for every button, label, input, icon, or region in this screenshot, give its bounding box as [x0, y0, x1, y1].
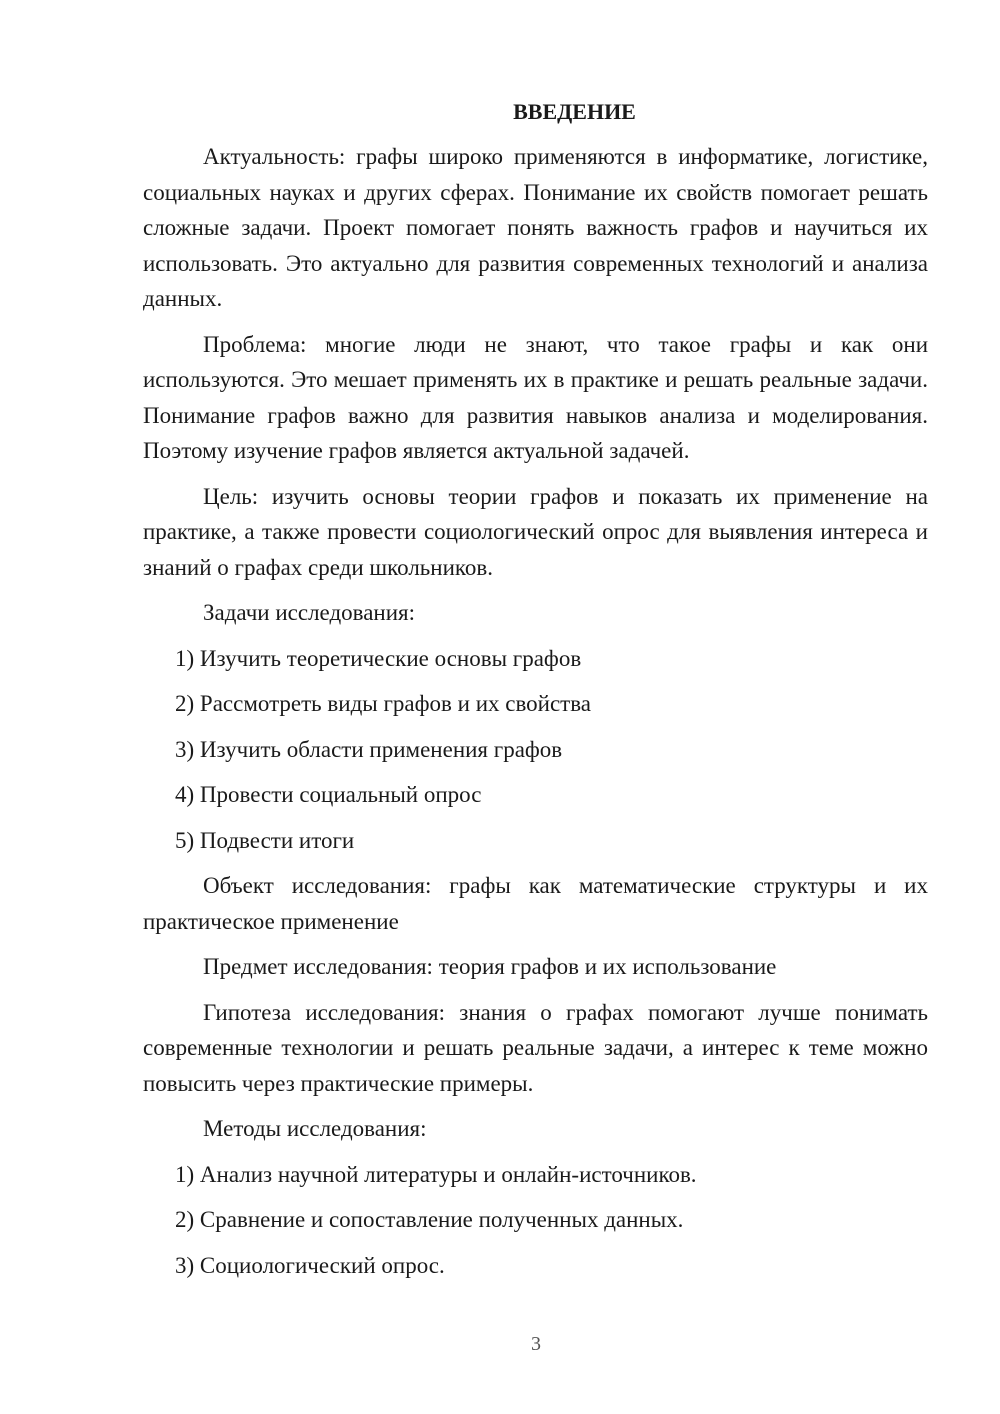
method-item: 1) Анализ научной литературы и онлайн-источников. [175, 1161, 697, 1187]
task-item: 3) Изучить области применения графов [175, 736, 563, 762]
hypothesis-paragraph: Гипотеза исследования: знания о графах помогают лучше понимать современные технологии и решать реальные задачи, а интерес к теме можно повысить через практические примеры. [143, 999, 928, 1096]
task-item: 4) Провести социальный опрос [175, 782, 482, 807]
page-number: 3 [531, 1333, 541, 1355]
methods-list [143, 1157, 928, 1284]
task-item: 1) Изучить теоретические основы графов [175, 645, 582, 671]
object-paragraph: Объект исследования: графы как математические структуры и их практическое применение [143, 873, 928, 934]
method-item: 2) Сравнение и сопоставление полученных данных. [175, 1207, 684, 1232]
methods-heading: Методы исследования: [203, 1116, 427, 1141]
task-item: 2) Рассмотреть виды графов и их свойства [175, 691, 591, 716]
tasks-heading: Задачи исследования: [203, 600, 416, 625]
task-item: 5) Подвести итоги [175, 827, 355, 853]
relevance-paragraph: Актуальность: графы широко применяются в информатике, логистике, социальных науках и других сферах. Понимание их свойств помогает решать сложные задачи. Проект помогает понять важность графов и научиться их использовать. Это актуально для развития современных технологий и анализа данных. [143, 144, 928, 311]
method-item: 3) Социологический опрос. [175, 1252, 445, 1278]
page-title: ВВЕДЕНИЕ [513, 99, 636, 124]
goal-paragraph: Цель: изучить основы теории графов и показать их применение на практике, а также провести социологический опрос для выявления интереса и знаний о графах среди школьников. [143, 483, 928, 580]
tasks-list [143, 641, 928, 859]
problem-paragraph: Проблема: многие люди не знают, что такое графы и как они используются. Это мешает применять их в практике и решать реальные задачи. Понимание графов важно для развития навыков анализа и моделирования. Поэтому изучение графов является актуальной задачей. [143, 331, 928, 463]
subject-paragraph: Предмет исследования: теория графов и их использование [203, 954, 777, 979]
page-content [143, 94, 928, 1293]
